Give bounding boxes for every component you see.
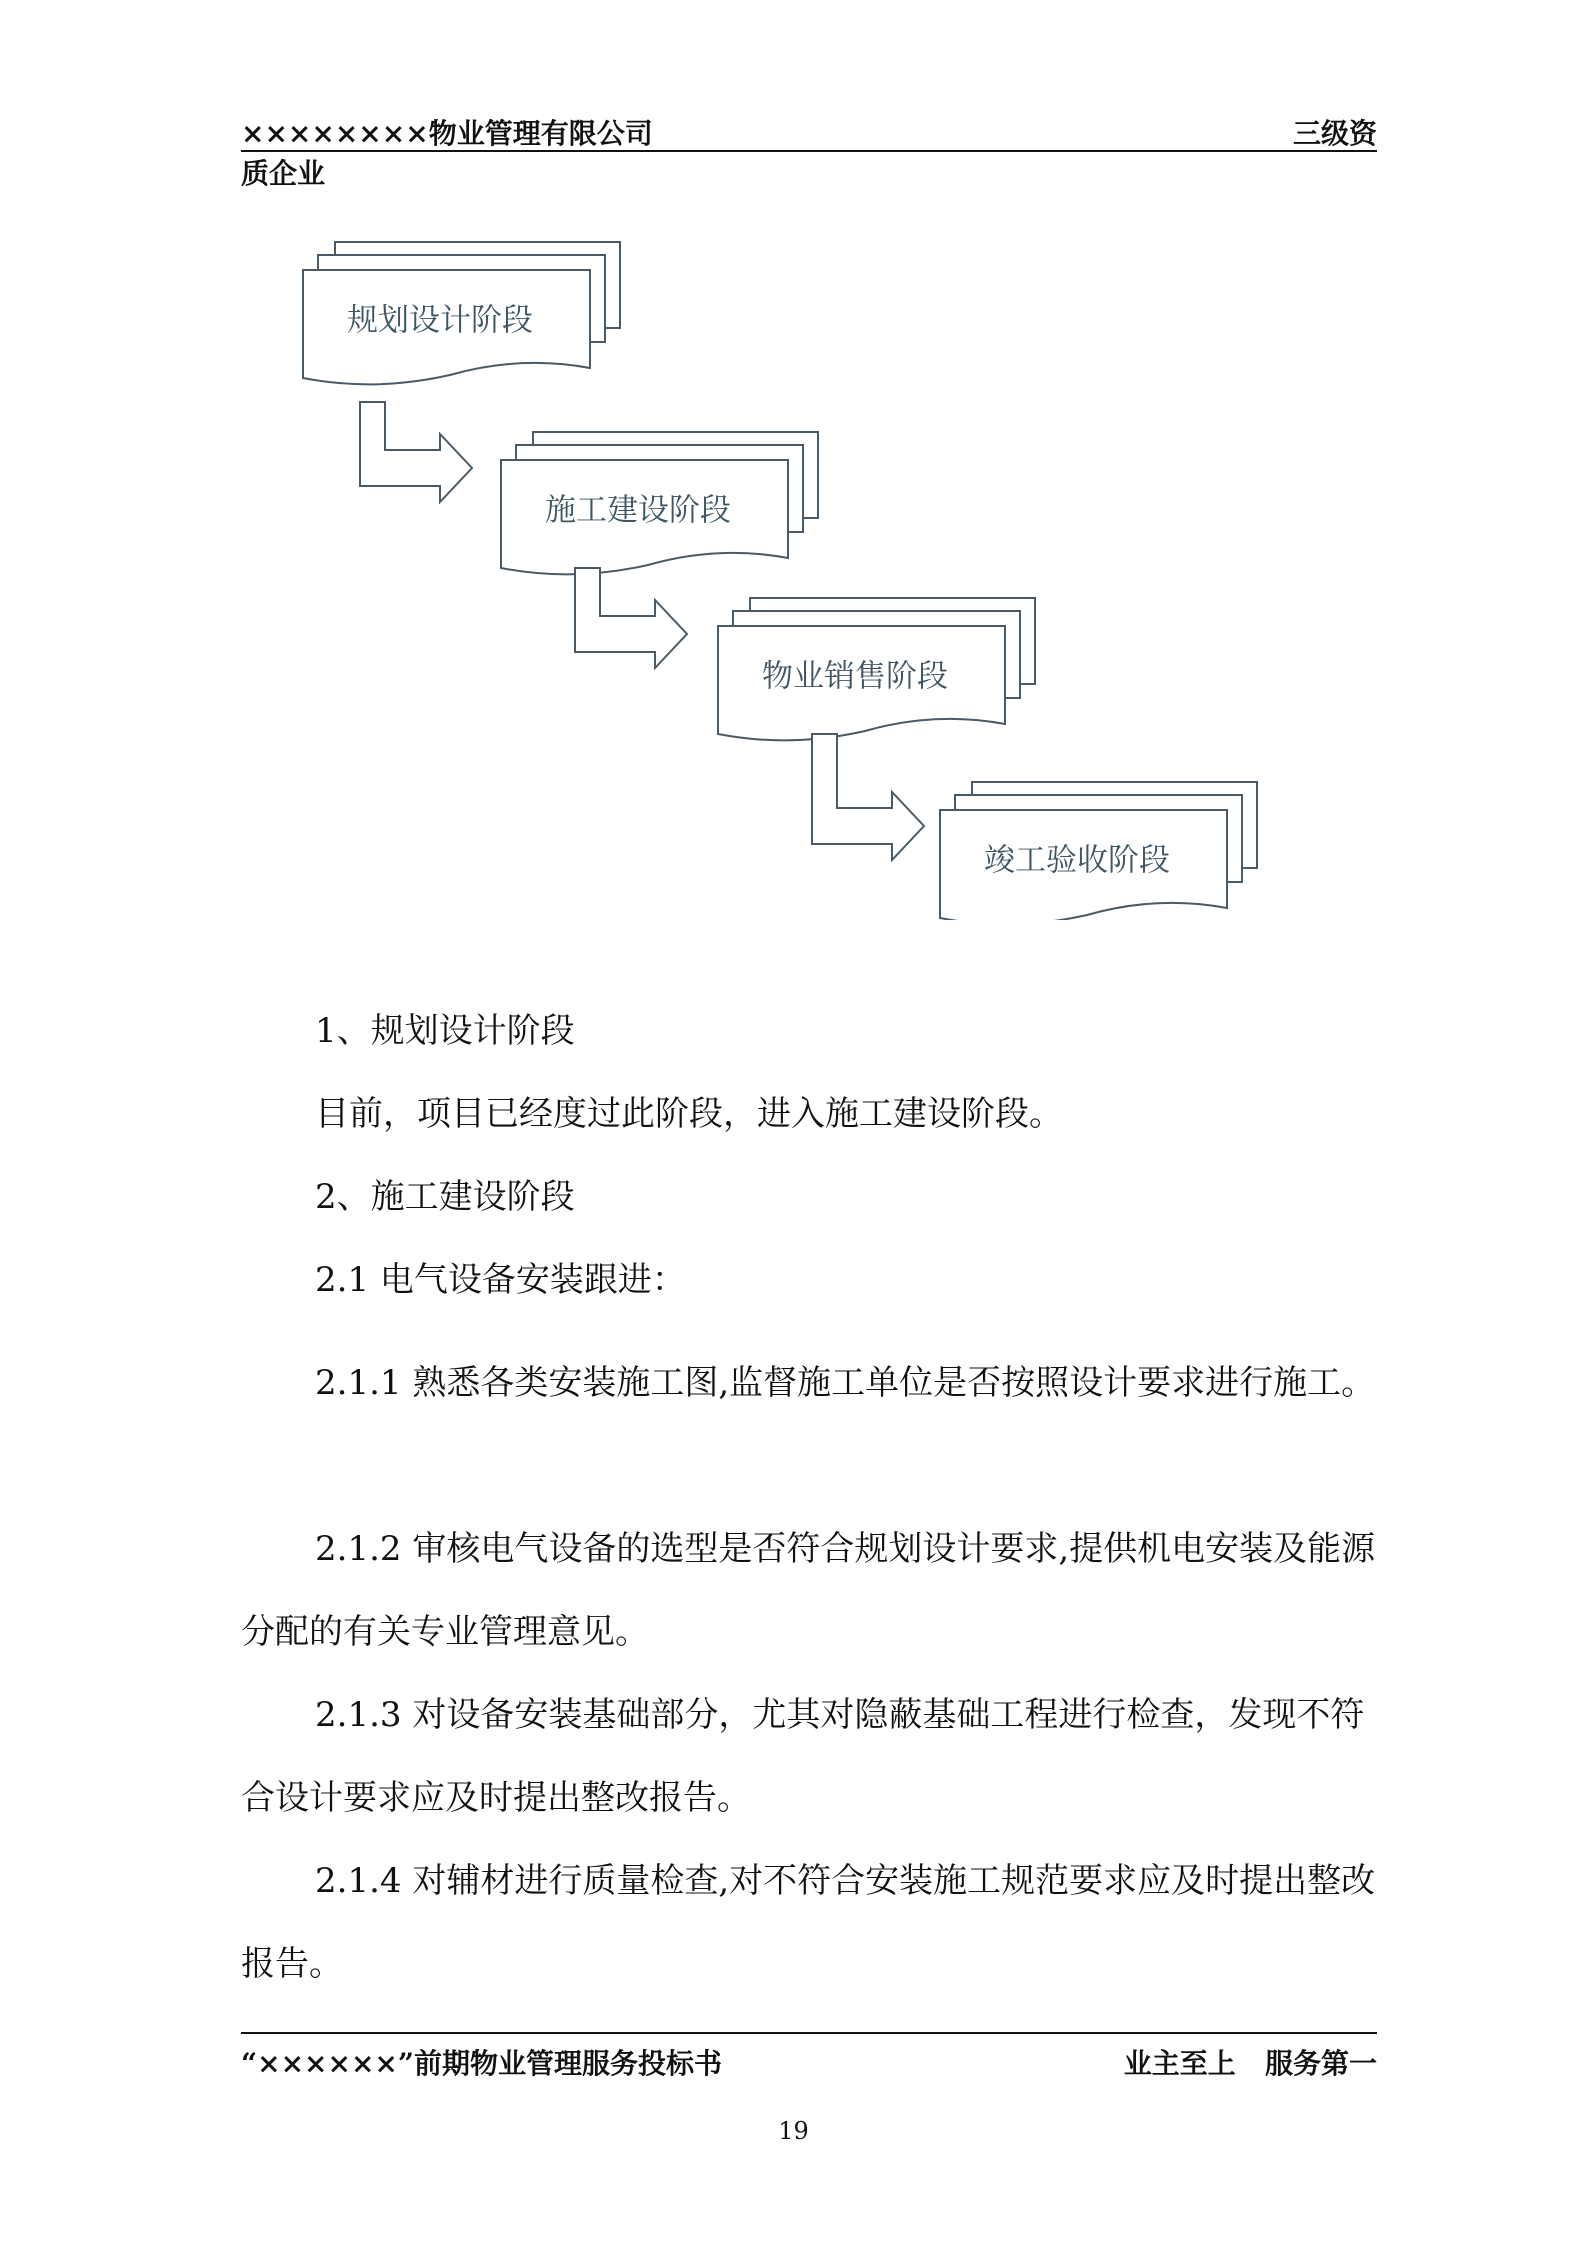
- flow-stage-2: [501, 432, 818, 574]
- flow-stage-3: [718, 598, 1035, 740]
- stage-flowchart: [300, 230, 1260, 920]
- flow-arrow-3: [812, 734, 924, 860]
- flow-stage-1: [303, 242, 620, 384]
- paragraph-status: 目前，项目已经度过此阶段，进入施工建设阶段。: [315, 1094, 1063, 1134]
- header-qualification-cont: 质企业: [241, 157, 326, 190]
- item-2-1-1: 2.1.1 熟悉各类安装施工图,监督施工单位是否按照设计要求进行施工。: [315, 1363, 1376, 1403]
- item-2-1-2: 2.1.2 审核电气设备的选型是否符合规划设计要求,提供机电安装及能源分配的有关专业管理意见。: [241, 1529, 1376, 1652]
- item-2-1-4: 2.1.4 对辅材进行质量检查,对不符合安装施工规范要求应及时提出整改报告。: [241, 1861, 1376, 1984]
- stage-label: 施工建设阶段: [545, 492, 731, 529]
- header-rule: [241, 150, 1377, 152]
- page-number: 19: [778, 2117, 809, 2145]
- section-heading-2: 2、施工建设阶段: [315, 1177, 575, 1217]
- flow-arrow-1: [360, 402, 472, 502]
- subsection-heading-2-1: 2.1 电气设备安装跟进：: [315, 1260, 686, 1300]
- stage-label: 竣工验收阶段: [984, 842, 1170, 879]
- footer-rule: [241, 2032, 1377, 2034]
- footer-slogan: 业主至上 服务第一: [1123, 2047, 1377, 2080]
- header-qualification: 三级资: [1292, 117, 1377, 150]
- flow-stage-4: [940, 782, 1257, 920]
- header-company: ××××××××物业管理有限公司: [241, 117, 653, 150]
- stage-label: 规划设计阶段: [347, 302, 533, 339]
- flow-arrow-2: [575, 568, 687, 668]
- footer-document-title: “××××××”前期物业管理服务投标书: [241, 2047, 722, 2080]
- section-heading-1: 1、规划设计阶段: [315, 1011, 575, 1051]
- item-2-1-3: 2.1.3 对设备安装基础部分，尤其对隐蔽基础工程进行检查，发现不符合设计要求应及时提出整改报告。: [241, 1695, 1365, 1818]
- stage-label: 物业销售阶段: [762, 658, 948, 695]
